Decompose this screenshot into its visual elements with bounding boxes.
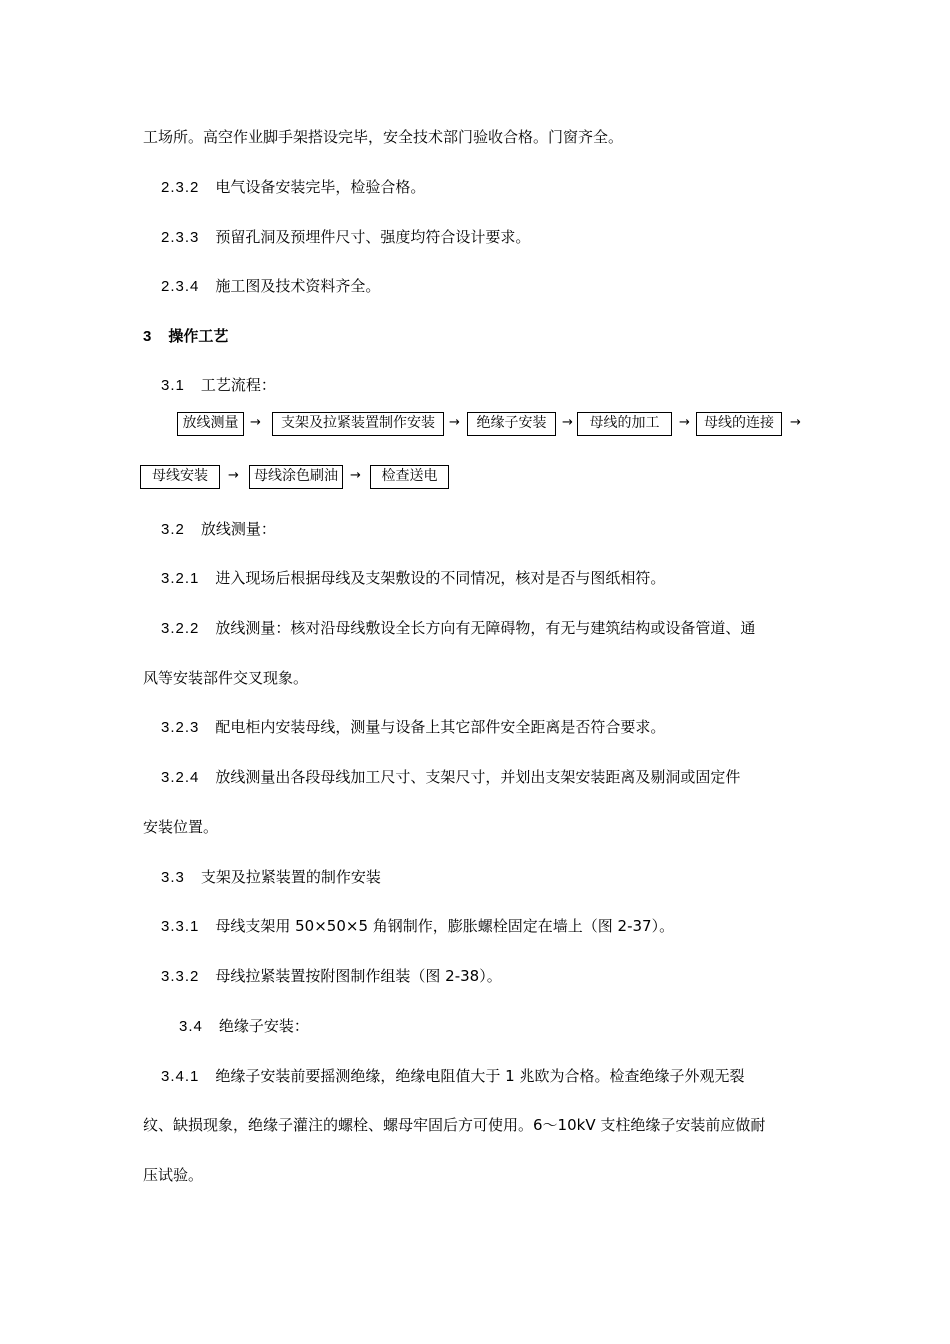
clause-3-3-1: [161, 916, 674, 937]
clause-number: 3.3.1: [161, 918, 200, 935]
flow-arrow-icon: →: [449, 415, 460, 430]
clause-number: 3.2.4: [161, 769, 200, 786]
clause-3-4-1-continuation: [143, 1115, 765, 1135]
flow-arrow-icon: →: [790, 415, 801, 430]
clause-number: 2.3.3: [161, 229, 200, 246]
flow-step-7: 母线涂色刷油: [249, 465, 343, 489]
clause-text: 压试验。: [143, 1166, 204, 1184]
section-number: 3: [143, 328, 153, 345]
clause-text: 放线测量：核对沿母线敷设全长方向有无障碍物，有无与建筑结构或设备管道、通: [215, 619, 756, 637]
clause-3-2: [161, 519, 276, 540]
flow-arrow-icon: →: [350, 468, 361, 483]
clause-text: 绝缘子安装前要摇测绝缘，绝缘电阻值大于 1 兆欧为合格。检查绝缘子外观无裂: [215, 1067, 745, 1085]
flow-arrow-icon: →: [562, 415, 573, 430]
clause-text: 纹、缺损现象，绝缘子灌注的螺栓、螺母牢固后方可使用。6～10kV 支柱绝缘子安装前应做耐: [143, 1116, 766, 1134]
flow-step-8: 检查送电: [370, 465, 449, 489]
clause-text: 预留孔洞及预埋件尺寸、强度均符合设计要求。: [215, 228, 531, 246]
clause-number: 3.4.1: [161, 1068, 200, 1085]
clause-number: 3.2.1: [161, 570, 200, 587]
clause-text: 母线拉紧装置按附图制作组装（图 2-38）。: [215, 967, 502, 985]
clause-3-2-2-continuation: [143, 668, 308, 688]
clause-number: 3.1: [161, 377, 185, 394]
clause-text: 支架及拉紧装置的制作安装: [200, 868, 381, 886]
flow-step-2: 支架及拉紧装置制作安装: [272, 412, 444, 436]
clause-text: 安装位置。: [143, 818, 219, 836]
flow-step-1: 放线测量: [177, 412, 244, 436]
flow-arrow-icon: →: [228, 468, 239, 483]
paragraph-continuation: [143, 127, 623, 147]
clause-text: 工艺流程：: [200, 376, 276, 394]
clause-3-2-3: [161, 717, 665, 738]
clause-3-4-1: [161, 1066, 744, 1087]
clause-text: 配电柜内安装母线，测量与设备上其它部件安全距离是否符合要求。: [215, 718, 666, 736]
flow-step-5: 母线的连接: [696, 412, 782, 436]
section-title: 操作工艺: [168, 327, 229, 345]
clause-text: 电气设备安装完毕，检验合格。: [215, 178, 426, 196]
clause-text: 绝缘子安装：: [218, 1017, 309, 1035]
flow-arrow-icon: →: [679, 415, 690, 430]
clause-text: 施工图及技术资料齐全。: [215, 277, 381, 295]
clause-3-2-4: [161, 767, 740, 788]
clause-2-3-2: [161, 177, 425, 198]
clause-number: 3.3.2: [161, 968, 200, 985]
clause-number: 2.3.2: [161, 179, 200, 196]
clause-3-4: [179, 1016, 309, 1037]
clause-number: 2.3.4: [161, 278, 200, 295]
section-heading-3: [143, 326, 228, 347]
clause-number: 3.2.2: [161, 620, 200, 637]
clause-2-3-3: [161, 227, 530, 248]
clause-number: 3.2: [161, 521, 185, 538]
clause-3-2-1: [161, 568, 665, 589]
clause-text: 进入现场后根据母线及支架敷设的不同情况，核对是否与图纸相符。: [215, 569, 666, 587]
flow-step-4: 母线的加工: [577, 412, 672, 436]
clause-3-3-2: [161, 966, 502, 987]
clause-number: 3.3: [161, 869, 185, 886]
clause-3-2-2: [161, 618, 755, 639]
clause-3-4-1-continuation: [143, 1165, 203, 1185]
clause-number: 3.2.3: [161, 719, 200, 736]
flow-arrow-icon: →: [250, 415, 261, 430]
clause-3-2-4-continuation: [143, 817, 218, 837]
paragraph-text: 工场所。高空作业脚手架搭设完毕，安全技术部门验收合格。门窗齐全。: [143, 128, 624, 146]
clause-text: 风等安装部件交叉现象。: [143, 669, 309, 687]
clause-3-3: [161, 867, 381, 888]
clause-3-1: [161, 375, 276, 396]
flow-step-3: 绝缘子安装: [467, 412, 556, 436]
clause-text: 放线测量出各段母线加工尺寸、支架尺寸，并划出支架安装距离及剔洞或固定件: [215, 768, 741, 786]
clause-number: 3.4: [179, 1018, 203, 1035]
clause-text: 母线支架用 50×50×5 角钢制作，膨胀螺栓固定在墙上（图 2-37）。: [215, 917, 675, 935]
clause-2-3-4: [161, 276, 380, 297]
flow-step-6: 母线安装: [140, 465, 220, 489]
clause-text: 放线测量：: [200, 520, 276, 538]
